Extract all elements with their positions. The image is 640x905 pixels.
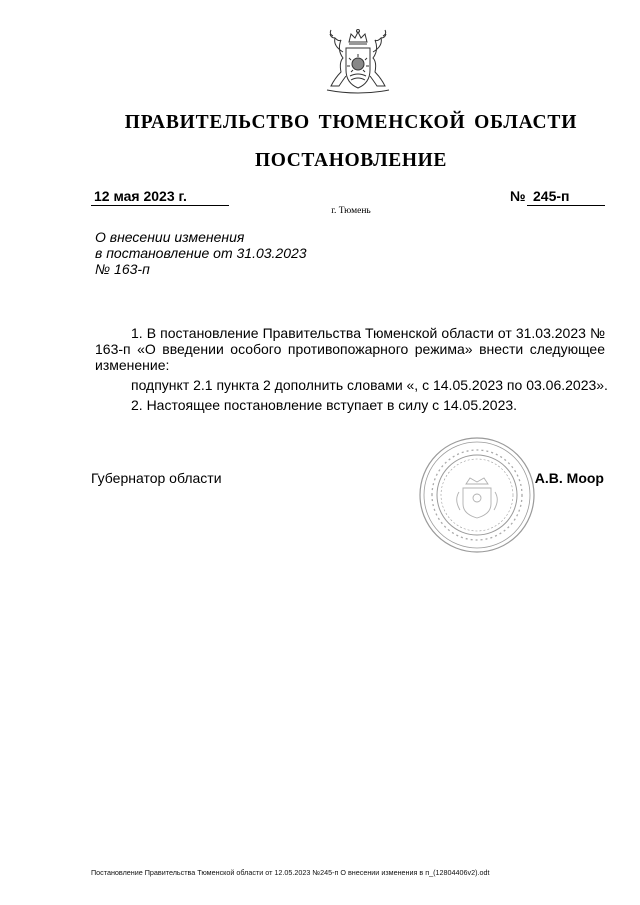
number-sign: № — [510, 188, 526, 204]
page-footer: Постановление Правительства Тюменской области от 12.05.2023 №245-п О внесении изменения в п_(12804406v2).odt — [91, 868, 490, 877]
subject-line: О внесении изменения — [95, 229, 245, 245]
government-title: ПРАВИТЕЛЬСТВО ТЮМЕНСКОЙ ОБЛАСТИ — [124, 112, 578, 133]
document-number: 245-п — [527, 188, 605, 206]
body-paragraph-2: подпункт 2.1 пункта 2 дополнить словами «, с 14.05.2023 по 03.06.2023». — [131, 377, 608, 393]
signatory-title: Губернатор области — [91, 470, 222, 486]
subject-line: в постановление от 31.03.2023 — [95, 245, 307, 261]
document-body — [95, 325, 608, 413]
signatory-name: А.В. Моор — [534, 470, 604, 486]
document-subject — [95, 229, 307, 277]
document-type: ПОСТАНОВЛЕНИЕ — [254, 150, 448, 171]
body-paragraph-1: 1. В постановление Правительства Тюменской области от 31.03.2023 № 163-п «О введении особого противопожарного режима» внести следующее изменение: — [95, 325, 605, 373]
body-paragraph-3: 2. Настоящее постановление вступает в силу с 14.05.2023. — [131, 397, 518, 413]
document-date: 12 мая 2023 г. — [91, 188, 229, 206]
official-seal-icon — [418, 436, 536, 554]
city-label: г. Тюмень — [331, 206, 371, 216]
subject-line: № 163-п — [95, 261, 150, 277]
coat-of-arms-icon — [313, 28, 403, 96]
